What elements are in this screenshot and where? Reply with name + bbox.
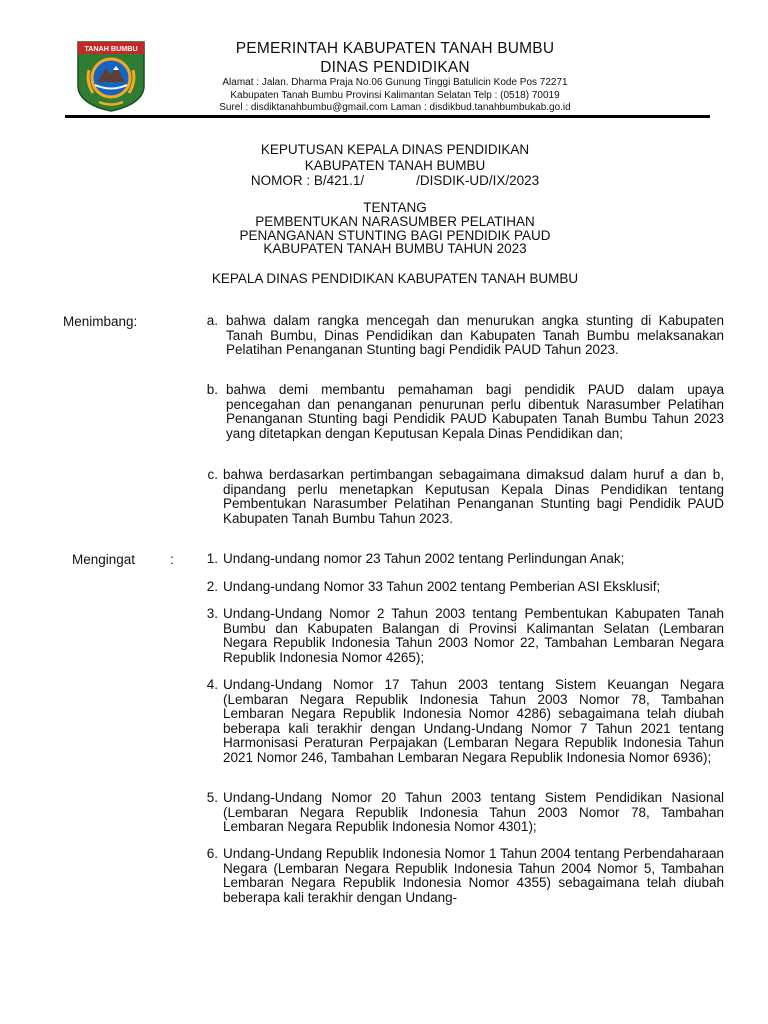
logo-text: TANAH BUMBU: [84, 44, 138, 53]
menimbang-item: [190, 468, 724, 526]
decision-subject: [150, 215, 640, 256]
number-prefix: NOMOR : B/421.1/: [250, 173, 365, 188]
item-marker: 4.: [206, 677, 218, 692]
item-marker: 6.: [206, 846, 218, 861]
mengingat-item: [190, 678, 724, 766]
letterhead-text: [150, 40, 640, 115]
government-name: PEMERINTAH KABUPATEN TANAH BUMBU: [235, 40, 555, 57]
letterhead-divider: [65, 115, 710, 118]
item-text: Undang-Undang Nomor 20 Tahun 2003 tentang Sistem Pendidikan Nasional (Lembaran Negara Republik Indonesia Tahun 2003 Nomor 78, Tambahan Lembaran Negara Republik Indonesia Nomor 4301);: [223, 790, 724, 835]
item-marker: c.: [207, 467, 218, 482]
item-text: Undang-Undang Republik Indonesia Nomor 1 Tahun 2004 tentang Perbendaharaan Negara (Lembaran Negara Republik Indonesia Tahun 2004 Nomor 5, Tambahan Lembaran Negara Republik Indonesia Nomor 4355) sebagaimana telah diubah beberapa kali terakhir dengan Undang-: [223, 846, 724, 905]
item-text: Undang-Undang Nomor 17 Tahun 2003 tentang Sistem Keuangan Negara (Lembaran Negara Republik Indonesia Tahun 2003 Nomor 78, Tambahan Lembaran Negara Republik Indonesia Nomor 4286) sebagaimana telah diubah beberapa kali terakhir dengan Undang-Undang Nomor 7 Tahun 2021 tentang Harmonisasi Peraturan Perpajakan (Lembaran Negara Republik Indonesia Tahun 2021 Nomor 246, Tambahan Lembaran Negara Republik Indonesia Nomor 6936);: [223, 677, 724, 765]
subject-line: PEMBENTUKAN NARASUMBER PELATIHAN: [255, 214, 535, 229]
item-marker: 3.: [206, 606, 218, 621]
mengingat-item: [190, 552, 724, 567]
item-text: Undang-undang Nomor 33 Tahun 2002 tentang Pemberian ASI Eksklusif;: [223, 579, 661, 594]
number-suffix: /DISDIK-UD/IX/2023: [416, 173, 540, 188]
item-marker: 1.: [206, 551, 218, 566]
issuing-official: KEPALA DINAS PENDIDIKAN KABUPATEN TANAH BUMBU: [211, 271, 579, 286]
decision-heading: KEPUTUSAN KEPALA DINAS PENDIDIKAN: [260, 142, 530, 157]
mengingat-item: [190, 607, 724, 665]
mengingat-item: [190, 580, 724, 595]
item-text: Undang-undang nomor 23 Tahun 2002 tentang Perlindungan Anak;: [223, 551, 625, 566]
subject-line: KABUPATEN TANAH BUMBU TAHUN 2023: [263, 241, 527, 256]
mengingat-item: [190, 847, 724, 905]
decision-number: [150, 173, 640, 188]
regency-logo: [75, 40, 147, 112]
letterhead: [0, 0, 768, 122]
item-marker: b.: [206, 382, 218, 397]
item-text: bahwa dalam rangka mencegah dan menurukan angka stunting di Kabupaten Tanah Bumbu, Dinas Pendidikan dan Kabupaten Tanah Bumbu melaksanakan Pelatihan Penanganan Stunting bagi Pendidik PAUD Tahun 2023.: [226, 313, 724, 358]
subject-line: PENANGANAN STUNTING BAGI PENDIDIK PAUD: [239, 227, 551, 243]
item-text: bahwa berdasarkan pertimbangan sebagaimana dimaksud dalam huruf a dan b, dipandang perlu menetapkan Keputusan Kepala Dinas Pendidikan tentang Pembentukan Narasumber Pelatihan Penanganan Stunting bagi Pendidik PAUD Kabupaten Tanah Bumbu Tahun 2023.: [223, 467, 724, 526]
menimbang-label: Menimbang:: [63, 314, 138, 329]
item-text: bahwa demi membantu pemahaman bagi pendidik PAUD dalam upaya pencegahan dan penanganan penurunan perlu dibentuk Narasumber Pelatihan Penanganan Stunting bagi Pendidik PAUD Kabupaten Tanah Bumbu Tahun 2023 yang ditetapkan dengan Keputusan Kepala Dinas Pendidikan dan;: [226, 382, 724, 441]
department-name: DINAS PENDIDIKAN: [320, 59, 470, 76]
about-label: TENTANG: [363, 200, 427, 215]
address-line: Kabupaten Tanah Bumbu Provinsi Kalimantan Selatan Telp : (0518) 70019: [230, 89, 560, 101]
item-marker: 2.: [206, 579, 218, 594]
item-marker: a.: [206, 313, 218, 328]
address-line: Alamat : Jalan. Dharma Praja No.06 Gunung Tinggi Batulicin Kode Pos 72271: [222, 77, 568, 88]
decision-heading-region: KABUPATEN TANAH BUMBU: [304, 158, 486, 173]
menimbang-item: [190, 314, 724, 358]
mengingat-label: Mengingat: [72, 552, 136, 567]
contact-line: Surel : disdiktanahbumbu@gmail.com Laman : disdikbud.tanahbumbukab.go.id: [219, 102, 571, 113]
item-marker: 5.: [206, 790, 218, 805]
mengingat-item: [190, 791, 724, 835]
menimbang-item: [190, 383, 724, 441]
item-text: Undang-Undang Nomor 2 Tahun 2003 tentang Pembentukan Kabupaten Tanah Bumbu dan Kabupaten Balangan di Provinsi Kalimantan Selatan (Lembaran Negara Republik Indonesia Tahun 2003 Nomor 22, Tambahan Lembaran Negara Republik Indonesia Nomor 4265);: [223, 606, 724, 665]
mengingat-colon: :: [170, 552, 174, 567]
